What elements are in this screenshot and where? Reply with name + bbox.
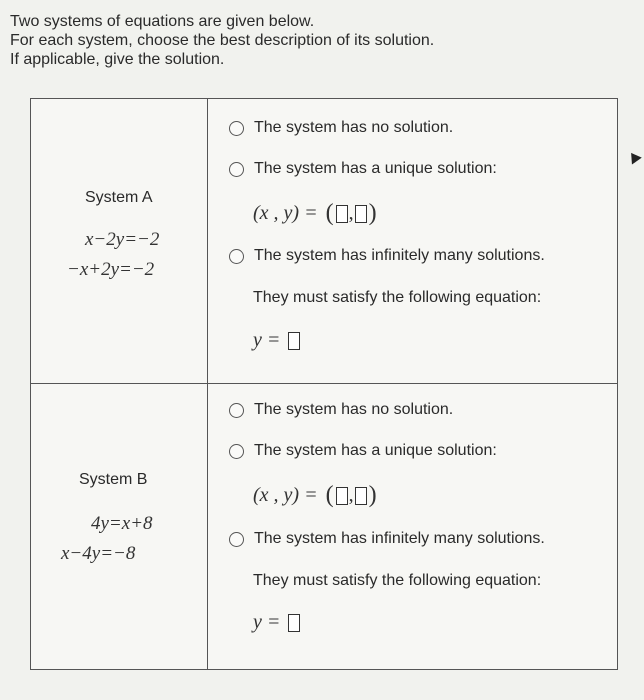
system-b-row	[31, 383, 617, 669]
system-a-equation-2: −x+2y=−2	[67, 259, 155, 280]
system-a-equation-entry	[253, 329, 301, 352]
systems-table	[30, 98, 618, 670]
system-a-y-input[interactable]	[355, 205, 367, 223]
instructions-line-3: If applicable, give the solution.	[10, 51, 225, 68]
system-b-point-entry: (x , y) = ( , )	[253, 482, 377, 508]
option-label: The system has no solution.	[254, 401, 454, 418]
system-a-row	[31, 99, 617, 384]
system-b-x-input[interactable]	[336, 487, 348, 505]
system-a-equations-cell	[31, 99, 208, 383]
system-b-y-input[interactable]	[355, 487, 367, 505]
option-label: The system has no solution.	[254, 119, 454, 136]
option-label: The system has a unique solution:	[254, 160, 497, 177]
system-b-equation-1: 4y=x+8	[91, 513, 153, 534]
system-b-option-unique-solution[interactable]	[229, 442, 497, 460]
point-label: (x , y) =	[253, 484, 318, 506]
system-a-option-no-solution[interactable]	[229, 119, 453, 137]
option-label: The system has infinitely many solutions.	[254, 247, 545, 264]
system-b-must-satisfy-text: They must satisfy the following equation:	[253, 572, 542, 589]
instructions-line-1: Two systems of equations are given below.	[10, 13, 315, 30]
system-b-title: System B	[79, 471, 148, 488]
instructions	[10, 12, 434, 69]
instructions-line-2: For each system, choose the best description of its solution.	[10, 32, 435, 49]
point-label: (x , y) =	[253, 202, 318, 224]
system-b-equations-cell	[31, 383, 208, 669]
system-b-option-infinite-solutions[interactable]	[229, 530, 545, 548]
y-label: y =	[253, 611, 281, 633]
mouse-cursor-icon	[626, 149, 642, 164]
system-a-point-entry: (x , y) = ( , )	[253, 200, 377, 226]
radio-icon[interactable]	[229, 162, 244, 177]
system-b-option-no-solution[interactable]	[229, 401, 453, 419]
system-a-title: System A	[85, 189, 153, 206]
radio-icon[interactable]	[229, 532, 244, 547]
radio-icon[interactable]	[229, 444, 244, 459]
system-a-x-input[interactable]	[336, 205, 348, 223]
option-label: The system has a unique solution:	[254, 442, 497, 459]
system-a-must-satisfy-text: They must satisfy the following equation:	[253, 289, 542, 306]
radio-icon[interactable]	[229, 403, 244, 418]
system-b-equation-2: x−4y=−8	[61, 543, 136, 564]
option-label: The system has infinitely many solutions.	[254, 530, 545, 547]
system-b-equation-entry	[253, 611, 301, 634]
y-label: y =	[253, 329, 281, 351]
system-a-equation-1: x−2y=−2	[85, 229, 160, 250]
system-a-option-unique-solution[interactable]	[229, 160, 497, 178]
radio-icon[interactable]	[229, 249, 244, 264]
radio-icon[interactable]	[229, 121, 244, 136]
system-a-option-infinite-solutions[interactable]	[229, 247, 545, 265]
system-a-y-equation-input[interactable]	[288, 332, 300, 350]
system-b-y-equation-input[interactable]	[288, 614, 300, 632]
